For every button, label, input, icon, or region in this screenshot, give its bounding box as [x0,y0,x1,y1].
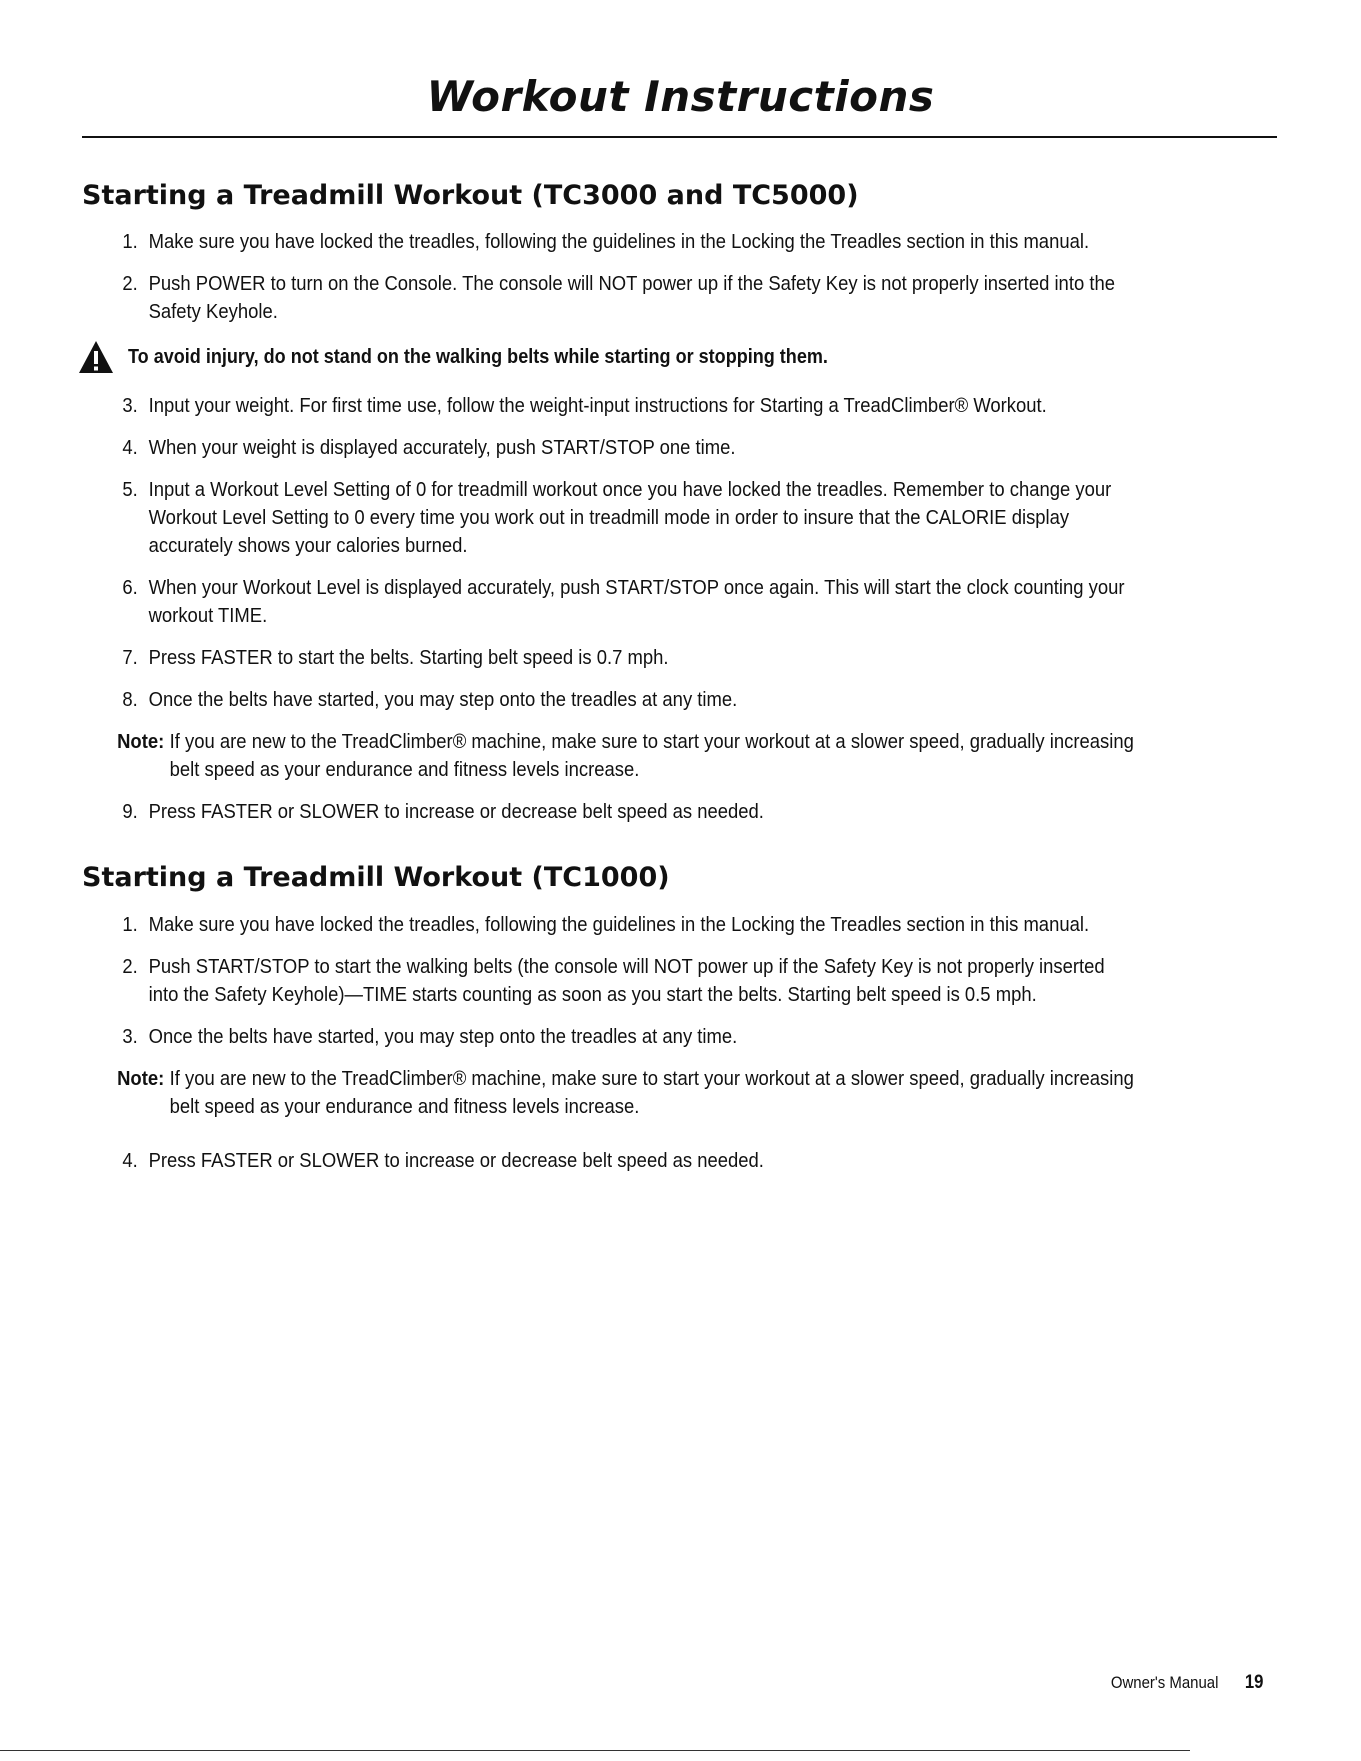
item-text: Push START/STOP to start the walking belts (the console will NOT power up if the Safety Key is not properly inserted into the Safety Keyhole)—TIME starts counting as soon as you start the belts. Starting belt speed is 0.5 mph. [148,954,1105,1006]
note [82,728,1135,784]
list-item [82,644,1135,672]
list-item [82,392,1135,420]
section-body-tc1000 [82,911,1162,1175]
section-body-tc3000-tc5000 [82,228,1162,326]
list-item [82,911,1135,939]
item-text: Once the belts have started, you may step onto the treadles at any time. [148,688,738,712]
item-number: 2. [122,272,138,296]
item-number: 9. [122,800,138,824]
item-text: Input a Workout Level Setting of 0 for treadmill workout once you have locked the treadles. Remember to change your Workout Level Setting to 0 every time you work out in treadmill mode in order to insure that the CALORIE display accurately shows your calories burned. [148,478,1112,558]
list-item [82,574,1135,630]
page-footer [1110,1672,1263,1694]
item-number: 6. [122,576,138,600]
list-item [82,953,1135,1009]
item-number: 3. [122,394,138,418]
item-number: 1. [122,230,138,254]
list-item [82,228,1135,256]
item-number: 1. [122,912,138,936]
item-text: Once the belts have started, you may step onto the treadles at any time. [148,1024,738,1048]
item-text: Make sure you have locked the treadles, following the guidelines in the Locking the Treadles section in this manual. [148,230,1090,254]
item-number: 4. [122,436,138,460]
list-item [82,434,1135,462]
section-heading-tc1000: Starting a Treadmill Workout (TC1000) [82,862,670,894]
list-item [82,798,1135,826]
list-item [82,476,1135,560]
warning-text: To avoid injury, do not stand on the walking belts while starting or stopping them. [128,345,828,369]
list-item [82,1023,1135,1051]
note-label: Note: [117,730,165,754]
list-item [82,270,1135,326]
item-text: When your weight is displayed accurately, push START/STOP one time. [148,436,736,460]
footer-label: Owner's Manual [1110,1673,1218,1692]
item-number: 3. [122,1024,138,1048]
item-number: 2. [122,954,138,978]
note [82,1065,1135,1121]
note-text: If you are new to the TreadClimber® machine, make sure to start your workout at a slower speed, gradually increasing belt speed as your endurance and fitness levels increase. [169,730,1134,782]
item-number: 7. [122,646,138,670]
item-number: 5. [122,478,138,502]
item-number: 4. [122,1148,138,1172]
item-text: Push POWER to turn on the Console. The console will NOT power up if the Safety Key is not properly inserted into the Safety Keyhole. [148,272,1115,324]
item-text: Input your weight. For first time use, follow the weight-input instructions for Starting a TreadClimber® Workout. [148,394,1047,418]
main-content [82,180,1282,1189]
item-text: Press FASTER or SLOWER to increase or decrease belt speed as needed. [148,1148,764,1172]
warning-triangle-icon [78,340,114,374]
item-number: 8. [122,688,138,712]
list-item [82,686,1135,714]
item-text: When your Workout Level is displayed accurately, push START/STOP once again. This will start the clock counting your workout TIME. [148,576,1125,628]
bottom-divider [0,1750,1190,1751]
item-text: Press FASTER or SLOWER to increase or decrease belt speed as needed. [148,800,764,824]
page-title: Workout Instructions [426,72,935,121]
section-body-tc3000-tc5000-continued [82,392,1162,826]
item-text: Make sure you have locked the treadles, following the guidelines in the Locking the Treadles section in this manual. [148,912,1090,936]
list-item [82,1147,1135,1175]
safety-warning [78,340,1282,374]
title-divider [82,136,1277,138]
page-number: 19 [1244,1672,1263,1693]
item-text: Press FASTER to start the belts. Starting belt speed is 0.7 mph. [148,646,669,670]
section-heading-tc3000-tc5000: Starting a Treadmill Workout (TC3000 and TC5000) [82,180,859,211]
note-label: Note: [117,1066,165,1090]
note-text: If you are new to the TreadClimber® machine, make sure to start your workout at a slower speed, gradually increasing belt speed as your endurance and fitness levels increase. [169,1066,1134,1118]
